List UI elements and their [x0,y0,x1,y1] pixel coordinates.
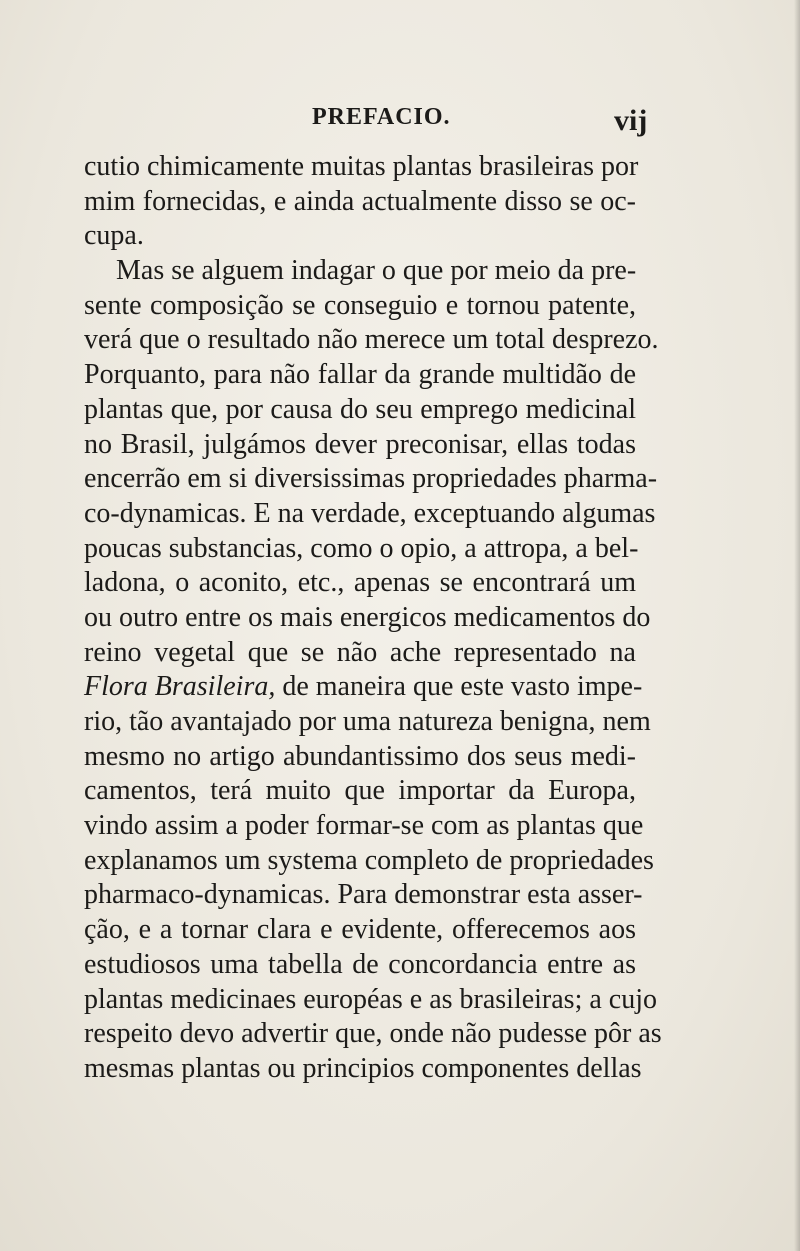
text-line: cupa. [84,220,144,252]
text-line: mesmas plantas ou principios componentes dellas [84,1052,642,1084]
text-line: camentos, terá muito que importar da Europa, [84,775,636,807]
text-line: mesmo no artigo abundantissimo dos seus medi- [84,740,636,772]
text-line: explanamos um systema completo de propriedades [84,844,654,876]
text-line: verá que o resultado não merece um total desprezo. [84,324,659,356]
body-text [84,150,662,1087]
text-line: plantas que, por causa do seu emprego medicinal [84,393,636,425]
text-line: respeito devo advertir que, onde não pudesse pôr as [84,1018,662,1050]
text-line: sente composição se conseguio e tornou patente, [84,289,636,321]
text-line: plantas medicinaes européas e as brasileiras; a cujo [84,983,657,1015]
text-line: encerrão em si diversissimas propriedades pharma- [84,463,658,495]
text-line: pharmaco-dynamicas. Para demonstrar esta asser- [84,879,643,911]
text-line-with-italic [84,670,643,705]
text-line: ou outro entre os mais energicos medicamentos do [84,601,651,633]
running-title: PREFACIO. [312,104,451,130]
text-line: reino vegetal que se não ache representado na [84,636,636,668]
page-number: vij [614,104,648,137]
text-line: Mas se alguem indagar o que por meio da pre- [116,255,637,287]
running-head [0,104,800,144]
text-line: estudiosos uma tabella de concordancia entre as [84,948,636,980]
text-line: ção, e a tornar clara e evidente, offerecemos aos [84,914,636,946]
text-line: cutio chimicamente muitas plantas brasileiras por [84,151,639,182]
text-line: ladona, o aconito, etc., apenas se encontrará um [84,567,636,599]
text-line: poucas substancias, como o opio, a attropa, a bel- [84,532,639,564]
text-line: mim fornecidas, e ainda actualmente disso se oc- [84,185,636,217]
italic-title: Flora Brasileira, [84,671,276,703]
page-edge-shadow [794,0,800,1251]
text-line: Porquanto, para não fallar da grande multidão de [84,359,636,391]
text-line: no Brasil, julgámos dever preconisar, ellas todas [84,428,636,460]
text-line: co-dynamicas. E na verdade, exceptuando algumas [84,497,656,529]
text-line-rest: de maneira que este vasto impe- [282,671,643,703]
text-line: vindo assim a poder formar-se com as plantas que [84,810,644,842]
text-line: rio, tão avantajado por uma natureza benigna, nem [84,706,651,737]
